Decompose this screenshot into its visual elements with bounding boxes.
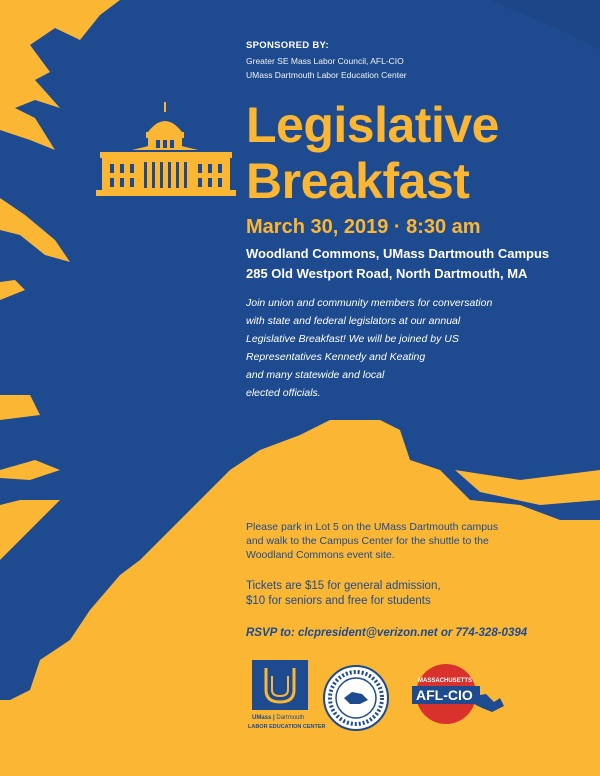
aflcio-state: MASSACHUSETTS (418, 678, 473, 684)
intro-line: Legislative Breakfast! We will be joined by US (246, 333, 459, 345)
sponsor-heading: SPONSORED BY: (246, 40, 329, 51)
venue-line: 285 Old Westport Road, North Dartmouth, MA (246, 266, 528, 281)
umass-brand: UMass (252, 715, 272, 721)
intro-line: with state and federal legislators at our annual (246, 315, 461, 327)
sponsor-line: Greater SE Mass Labor Council, AFL-CIO (246, 56, 404, 66)
intro-line: and many statewide and local (246, 369, 385, 381)
parking-line: and walk to the Campus Center for the shuttle to the (246, 535, 489, 547)
labor-education-caption: LABOR EDUCATION CENTER (248, 724, 326, 730)
venue-line: Woodland Commons, UMass Dartmouth Campus (246, 246, 550, 261)
labor-council-seal-icon (322, 664, 390, 732)
umass-campus: Dartmouth (276, 715, 305, 721)
umass-labor-education-logo: UMass | Dartmouth LABOR EDUCATION CENTER (248, 660, 318, 760)
aflcio-name: AFL-CIO (416, 687, 473, 703)
parking-line: Woodland Commons event site. (246, 549, 395, 561)
event-date-time: March 30, 2019 · 8:30 am (246, 216, 481, 238)
intro-line: Join union and community members for conversation (246, 297, 493, 309)
state-house-icon (92, 102, 240, 198)
ticket-line: $10 for seniors and free for students (246, 595, 431, 607)
intro-line: Representatives Kennedy and Keating (246, 351, 426, 363)
aflcio-logo (408, 660, 508, 730)
title-line: Breakfast (246, 153, 470, 209)
intro-line: elected officials. (246, 387, 321, 399)
rsvp-contact[interactable]: RSVP to: clcpresident@verizon.net or 774-328-0394 (246, 627, 528, 639)
title-line: Legislative (246, 97, 499, 153)
umass-emblem-icon (252, 660, 308, 710)
parking-line: Please park in Lot 5 on the UMass Dartmouth campus (246, 521, 499, 533)
sponsor-line: UMass Dartmouth Labor Education Center (246, 70, 407, 80)
ticket-line: Tickets are $15 for general admission, (246, 580, 441, 592)
